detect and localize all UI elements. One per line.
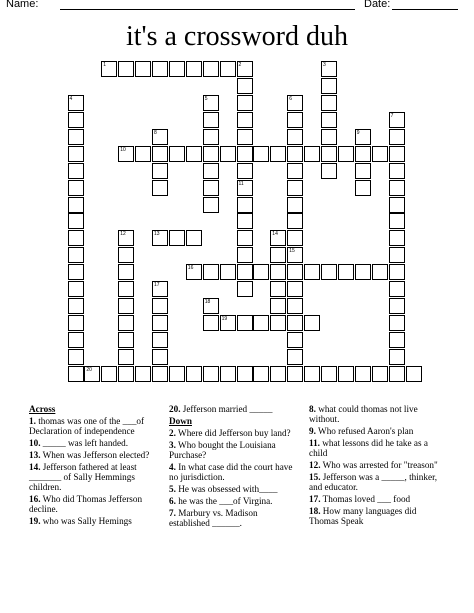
grid-cell[interactable] — [270, 230, 286, 246]
clue-text: what could thomas not live without. — [309, 404, 418, 424]
grid-cell[interactable] — [389, 146, 405, 162]
clue-number: 18. — [309, 506, 321, 516]
cell-number: 2 — [238, 62, 242, 69]
grid-cell[interactable] — [287, 247, 303, 263]
grid-cell[interactable] — [237, 78, 253, 94]
grid-cell[interactable] — [203, 95, 219, 111]
grid-cell[interactable] — [355, 366, 371, 382]
grid-cell[interactable] — [68, 230, 84, 246]
grid-cell[interactable] — [321, 129, 337, 145]
grid-cell[interactable] — [338, 366, 354, 382]
down-clue — [309, 426, 444, 436]
grid-cell[interactable] — [68, 95, 84, 111]
grid-cell[interactable] — [270, 315, 286, 331]
clue-text: Jefferson married _____ — [180, 404, 273, 414]
clue-number: 2. — [169, 428, 176, 438]
cell-number: 19 — [221, 315, 228, 322]
grid-cell[interactable] — [68, 112, 84, 128]
clues-column-3 — [309, 404, 444, 528]
cell-number: 15 — [289, 248, 295, 255]
grid-cell[interactable] — [389, 180, 405, 196]
grid-cell[interactable] — [186, 146, 202, 162]
grid-cell[interactable] — [389, 112, 405, 128]
clue-text: How many languages did Thomas Speak — [309, 506, 417, 526]
clue-text: Who was arrested for "treason" — [320, 460, 438, 470]
grid-cell[interactable] — [389, 298, 405, 314]
clue-text: he was the ___of Virgina. — [175, 496, 273, 506]
grid-cell[interactable] — [169, 146, 185, 162]
cell-number: 4 — [69, 96, 73, 103]
grid-cell[interactable] — [321, 366, 337, 382]
grid-cell[interactable] — [220, 146, 236, 162]
clue-number: 20. — [169, 404, 181, 414]
grid-cell[interactable] — [203, 366, 219, 382]
across-clue-list — [29, 416, 161, 526]
clue-number: 16. — [29, 494, 41, 504]
grid-cell[interactable] — [118, 298, 134, 314]
grid-cell[interactable] — [152, 180, 168, 196]
grid-cell[interactable] — [389, 129, 405, 145]
grid-cell[interactable] — [152, 298, 168, 314]
across-clue-list-continued — [169, 404, 299, 414]
grid-cell[interactable] — [118, 230, 134, 246]
grid-cell[interactable] — [203, 146, 219, 162]
grid-cell[interactable] — [152, 163, 168, 179]
grid-cell[interactable] — [68, 298, 84, 314]
clue-number: 10. — [29, 438, 41, 448]
grid-cell[interactable] — [389, 247, 405, 263]
clue-number: 6. — [169, 496, 176, 506]
grid-cell[interactable] — [203, 129, 219, 145]
page-title: it's a crossword duh — [125, 21, 349, 52]
grid-cell[interactable] — [304, 146, 320, 162]
grid-cell[interactable] — [118, 349, 134, 365]
grid-cell[interactable] — [203, 298, 219, 314]
grid-cell[interactable] — [203, 315, 219, 331]
down-clue — [169, 508, 299, 528]
across-clue — [29, 494, 161, 514]
clue-text: Who bought the Louisiana Purchase? — [169, 440, 276, 460]
grid-cell[interactable] — [220, 61, 236, 77]
grid-cell[interactable] — [389, 213, 405, 229]
cell-number: 8 — [154, 129, 157, 136]
grid-cell[interactable] — [101, 61, 117, 77]
grid-cell[interactable] — [152, 230, 168, 246]
grid-cell[interactable] — [68, 197, 84, 213]
grid-cell[interactable] — [68, 332, 84, 348]
grid-cell[interactable] — [355, 163, 371, 179]
down-clue — [309, 404, 444, 424]
grid-cell[interactable] — [237, 230, 253, 246]
grid-cell[interactable] — [237, 146, 253, 162]
grid-cell[interactable] — [389, 197, 405, 213]
down-heading: Down — [169, 416, 192, 426]
grid-cell[interactable] — [321, 95, 337, 111]
grid-cell[interactable] — [270, 146, 286, 162]
grid-cell[interactable] — [287, 180, 303, 196]
clue-text: Thomas loved ___ food — [320, 494, 411, 504]
cell-number: 20 — [86, 366, 92, 373]
clue-text: He was obsessed with____ — [175, 484, 278, 494]
grid-cell[interactable] — [389, 281, 405, 297]
clue-text: what lessons did he take as a child — [309, 438, 428, 458]
grid-cell[interactable] — [287, 112, 303, 128]
down-clue — [169, 428, 299, 438]
grid-cell[interactable] — [237, 112, 253, 128]
grid-cell[interactable] — [220, 366, 236, 382]
grid-cell[interactable] — [321, 264, 337, 280]
grid-cell[interactable] — [287, 281, 303, 297]
grid-cell[interactable] — [152, 366, 168, 382]
clue-number: 7. — [169, 508, 176, 518]
grid-cell[interactable] — [270, 366, 286, 382]
cell-number: 3 — [323, 62, 326, 69]
grid-cell[interactable] — [118, 247, 134, 263]
grid-cell[interactable] — [287, 264, 303, 280]
grid-cell[interactable] — [186, 264, 202, 280]
grid-cell[interactable] — [287, 349, 303, 365]
clue-number: 9. — [309, 426, 316, 436]
clues-column-1 — [29, 404, 161, 528]
down-clue — [309, 472, 444, 492]
clue-text: Who did Thomas Jefferson decline. — [29, 494, 143, 514]
grid-cell[interactable] — [270, 264, 286, 280]
cell-number: 6 — [289, 96, 292, 103]
clue-number: 13. — [29, 450, 41, 460]
grid-cell[interactable] — [169, 61, 185, 77]
grid-cell[interactable] — [287, 95, 303, 111]
clue-text: Who refused Aaron's plan — [315, 426, 414, 436]
grid-cell[interactable] — [118, 146, 134, 162]
down-clue — [309, 506, 444, 526]
grid-cell[interactable] — [237, 197, 253, 213]
cell-number: 1 — [103, 62, 107, 69]
clue-text: _____ was left handed. — [40, 438, 128, 448]
grid-cell[interactable] — [152, 349, 168, 365]
grid-cell[interactable] — [68, 180, 84, 196]
grid-cell[interactable] — [389, 349, 405, 365]
grid-cell[interactable] — [203, 61, 219, 77]
grid-cell[interactable] — [169, 230, 185, 246]
grid-cell[interactable] — [389, 332, 405, 348]
grid-cell[interactable] — [118, 61, 134, 77]
grid-cell[interactable] — [270, 247, 286, 263]
clues-column-2 — [169, 404, 299, 530]
clue-number: 3. — [169, 440, 176, 450]
grid-cell[interactable] — [389, 366, 405, 382]
grid-cell[interactable] — [237, 213, 253, 229]
grid-cell[interactable] — [372, 264, 388, 280]
clue-number: 19. — [29, 516, 41, 526]
grid-cell[interactable] — [169, 366, 185, 382]
date-label: Date: — [364, 0, 391, 10]
cell-number: 18 — [204, 298, 211, 305]
down-clue — [309, 494, 444, 504]
clue-text: When was Jefferson elected? — [40, 450, 150, 460]
grid-cell[interactable] — [220, 264, 236, 280]
grid-cell[interactable] — [304, 315, 320, 331]
grid-cell[interactable] — [203, 180, 219, 196]
grid-cell[interactable] — [406, 366, 422, 382]
grid-cell[interactable] — [68, 146, 84, 162]
across-clue — [29, 438, 161, 448]
grid-cell[interactable] — [237, 180, 253, 196]
grid-cell[interactable] — [287, 332, 303, 348]
grid-cell[interactable] — [270, 281, 286, 297]
grid-cell[interactable] — [68, 129, 84, 145]
grid-cell[interactable] — [135, 146, 151, 162]
clue-text: Marbury vs. Madison established ______. — [169, 508, 258, 528]
grid-cell[interactable] — [287, 129, 303, 145]
grid-cell[interactable] — [237, 95, 253, 111]
grid-cell[interactable] — [118, 264, 134, 280]
grid-cell[interactable] — [152, 129, 168, 145]
grid-cell[interactable] — [253, 264, 269, 280]
grid-cell[interactable] — [220, 315, 236, 331]
grid-cell[interactable] — [338, 146, 354, 162]
grid-cell[interactable] — [253, 146, 269, 162]
grid-cell[interactable] — [186, 366, 202, 382]
clue-number: 11. — [309, 438, 320, 448]
grid-cell[interactable] — [68, 264, 84, 280]
grid-cell[interactable] — [68, 281, 84, 297]
clue-text: Where did Jefferson buy land? — [175, 428, 291, 438]
grid-cell[interactable] — [135, 366, 151, 382]
clue-text: who was Sally Hemings — [40, 516, 132, 526]
grid-cell[interactable] — [321, 163, 337, 179]
clue-text: Jefferson was a _____, thinker, and educator. — [309, 472, 438, 492]
grid-cell[interactable] — [203, 197, 219, 213]
clue-number: 17. — [309, 494, 321, 504]
grid-cell[interactable] — [101, 366, 117, 382]
grid-cell[interactable] — [321, 146, 337, 162]
down-clue-list — [169, 428, 299, 528]
grid-cell[interactable] — [203, 163, 219, 179]
down-clue — [169, 440, 299, 460]
across-heading: Across — [29, 404, 56, 414]
grid-cell[interactable] — [321, 112, 337, 128]
cell-number: 11 — [238, 180, 244, 187]
down-clue — [309, 460, 444, 470]
grid-cell[interactable] — [135, 61, 151, 77]
grid-cell[interactable] — [68, 366, 84, 382]
grid-cell[interactable] — [321, 61, 337, 77]
clue-number: 15. — [309, 472, 321, 482]
grid-cell[interactable] — [84, 366, 100, 382]
grid-cell[interactable] — [152, 332, 168, 348]
grid-cell[interactable] — [372, 366, 388, 382]
grid-cell[interactable] — [237, 281, 253, 297]
cell-number: 14 — [272, 231, 278, 238]
cell-number: 17 — [154, 282, 160, 288]
grid-cell[interactable] — [253, 315, 269, 331]
grid-cell[interactable] — [68, 349, 84, 365]
down-clue — [169, 496, 299, 506]
clue-number: 8. — [309, 404, 316, 414]
clues-section — [0, 404, 474, 613]
grid-cell[interactable] — [287, 213, 303, 229]
down-clue — [309, 438, 444, 458]
grid-cell[interactable] — [152, 281, 168, 297]
cell-number: 9 — [356, 129, 360, 136]
name-label: Name: — [6, 0, 39, 10]
cell-number: 7 — [390, 113, 394, 119]
grid-cell[interactable] — [355, 180, 371, 196]
grid-cell[interactable] — [287, 230, 303, 246]
grid-cell[interactable] — [118, 281, 134, 297]
clue-number: 12. — [309, 460, 321, 470]
grid-cell[interactable] — [287, 146, 303, 162]
across-clue — [29, 516, 161, 526]
grid-cell[interactable] — [68, 213, 84, 229]
grid-cell[interactable] — [68, 247, 84, 263]
grid-cell[interactable] — [253, 366, 269, 382]
grid-cell[interactable] — [287, 163, 303, 179]
grid-cell[interactable] — [338, 264, 354, 280]
cell-number: 10 — [120, 146, 126, 153]
across-clue — [29, 416, 161, 436]
across-clue — [169, 404, 299, 414]
cell-number: 12 — [120, 231, 126, 238]
down-clue-list-continued — [309, 404, 444, 526]
down-clue — [169, 462, 299, 482]
grid-cell[interactable] — [186, 61, 202, 77]
grid-cell[interactable] — [237, 247, 253, 263]
across-clue — [29, 450, 161, 460]
cell-number: 16 — [187, 265, 194, 272]
grid-cell[interactable] — [152, 315, 168, 331]
grid-cell[interactable] — [321, 78, 337, 94]
grid-cell[interactable] — [203, 112, 219, 128]
clue-text: Jefferson fathered at least _______ of Sally Hemmings children. — [29, 462, 137, 492]
grid-cell[interactable] — [270, 298, 286, 314]
grid-cell[interactable] — [389, 163, 405, 179]
grid-cell[interactable] — [372, 146, 388, 162]
grid-cell[interactable] — [355, 146, 371, 162]
grid-cell[interactable] — [287, 197, 303, 213]
grid-cell[interactable] — [355, 129, 371, 145]
clue-text: thomas was one of the ___of Declaration of independence — [29, 416, 145, 436]
grid-cell[interactable] — [287, 366, 303, 382]
clue-number: 14. — [29, 462, 41, 472]
grid-cell[interactable] — [355, 264, 371, 280]
clue-number: 1. — [29, 416, 36, 426]
grid-cell[interactable] — [304, 366, 320, 382]
grid-cell[interactable] — [186, 230, 202, 246]
grid-cell[interactable] — [237, 61, 253, 77]
grid-cell[interactable] — [118, 332, 134, 348]
grid-cell[interactable] — [237, 163, 253, 179]
grid-cell[interactable] — [152, 146, 168, 162]
grid-cell[interactable] — [237, 366, 253, 382]
grid-cell[interactable] — [389, 315, 405, 331]
grid-cell[interactable] — [389, 230, 405, 246]
cell-number: 13 — [154, 231, 160, 238]
grid-cell[interactable] — [68, 163, 84, 179]
clue-number: 5. — [169, 484, 176, 494]
grid-cell[interactable] — [118, 315, 134, 331]
grid-cell[interactable] — [287, 298, 303, 314]
grid-cell[interactable] — [287, 315, 303, 331]
grid-cell[interactable] — [389, 264, 405, 280]
grid-cell[interactable] — [68, 315, 84, 331]
grid-cell[interactable] — [152, 61, 168, 77]
clue-text: In what case did the court have no jurisdiction. — [169, 462, 293, 482]
clue-number: 4. — [169, 462, 176, 472]
grid-cell[interactable] — [118, 366, 134, 382]
cell-number: 5 — [204, 96, 208, 103]
grid-cell[interactable] — [203, 264, 219, 280]
down-clue — [169, 484, 299, 494]
grid-cell[interactable] — [304, 264, 320, 280]
grid-cell[interactable] — [237, 264, 253, 280]
across-clue — [29, 462, 161, 492]
grid-cell[interactable] — [237, 129, 253, 145]
grid-cell[interactable] — [237, 315, 253, 331]
